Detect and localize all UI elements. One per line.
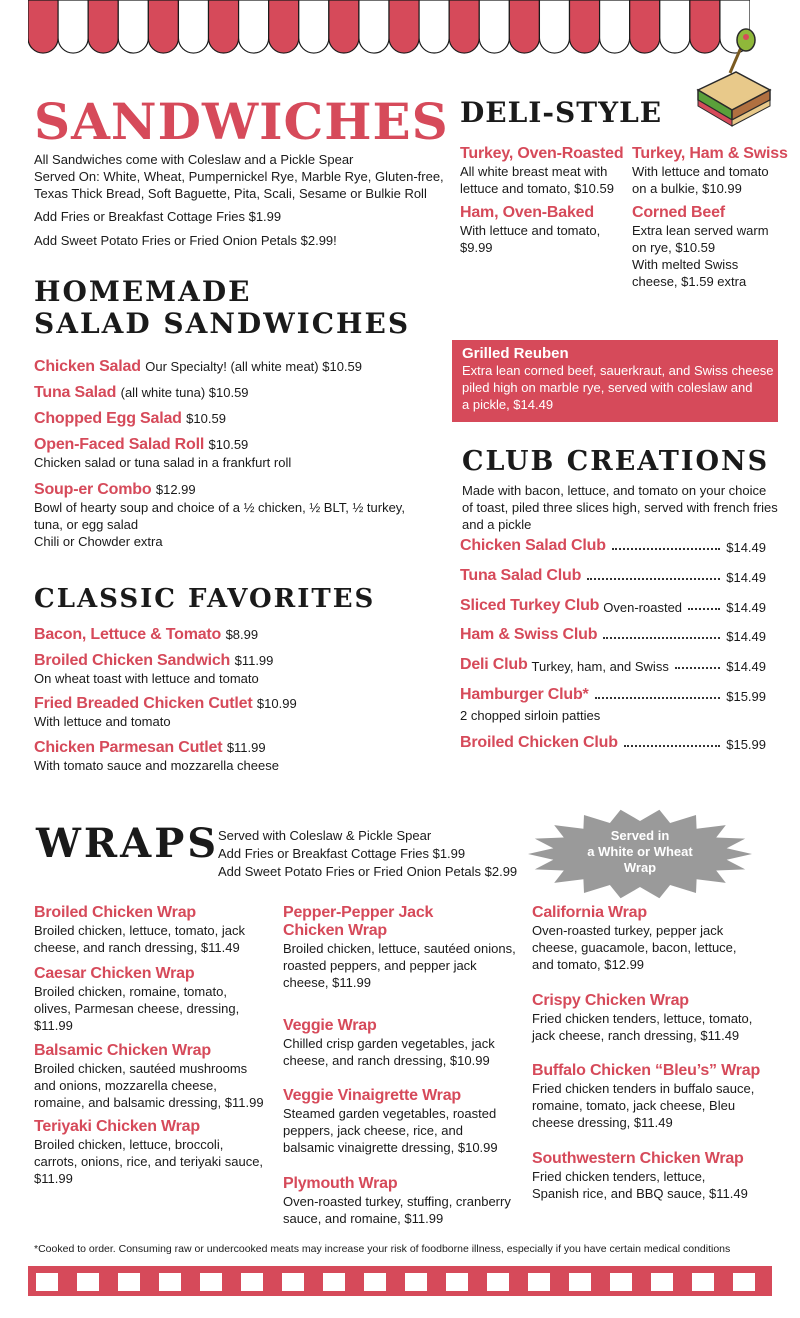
item-name: Southwestern Chicken Wrap — [532, 1150, 744, 1167]
club-item — [460, 656, 766, 674]
item-desc: With lettuce and tomato — [632, 164, 769, 179]
awning-stripe — [239, 0, 269, 53]
awning-stripe — [660, 0, 690, 53]
item-desc: romaine, and balsamic dressing, $11.99 — [34, 1095, 264, 1110]
wraps-info-line: Add Sweet Potato Fries or Fried Onion Petals $2.99 — [218, 864, 518, 879]
item-desc: jack cheese, ranch dressing, $11.49 — [532, 1028, 740, 1043]
intro-line: of toast, piled three slices high, served with french fries — [462, 500, 778, 515]
item-name: Veggie Wrap — [283, 1017, 377, 1034]
awning-square — [200, 1273, 222, 1291]
item-desc: cheese, $1.59 extra — [632, 274, 747, 289]
footer-disclaimer: *Cooked to order. Consuming raw or undercooked meats may increase your risk of foodborne illness, especially if you have certain medical conditions — [34, 1243, 731, 1255]
item-name: Turkey, Ham & Swiss — [632, 145, 788, 162]
intro-line: Served On: White, Wheat, Pumpernickel Rye, Marble Rye, Gluten-free, — [34, 169, 444, 184]
awning-square — [651, 1273, 673, 1291]
awning-square — [282, 1273, 304, 1291]
item-note: Turkey, ham, and Swiss — [531, 659, 669, 674]
item-desc: $9.99 — [460, 240, 493, 255]
item-name: Tuna Salad — [34, 384, 117, 401]
wraps-title: WRAPS — [36, 820, 220, 867]
awning-square — [77, 1273, 99, 1291]
item-name: Bacon, Lettuce & Tomato — [34, 626, 222, 643]
wraps-info — [218, 827, 517, 881]
reuben-desc: piled high on marble rye, served with coleslaw and — [462, 380, 753, 395]
sandwiches-intro — [34, 151, 444, 202]
reuben-name: Grilled Reuben — [462, 345, 569, 362]
classic-item — [34, 652, 273, 687]
item-name: Turkey, Oven-Roasted — [460, 145, 624, 162]
awning-square — [487, 1273, 509, 1291]
item-desc: With lettuce and tomato, — [460, 223, 601, 238]
intro-line: Made with bacon, lettuce, and tomato on your choice — [462, 483, 767, 498]
sandwich-illustration — [690, 28, 780, 128]
item-desc: Our Specialty! (all white meat) $10.59 — [145, 359, 363, 374]
club-item — [460, 537, 766, 555]
salad-title — [34, 276, 410, 340]
awning-stripe — [329, 0, 359, 53]
awning-square — [446, 1273, 468, 1291]
item-price: $15.99 — [726, 737, 766, 752]
club-item-sub: 2 chopped sirloin patties — [460, 708, 601, 723]
awning-stripe — [178, 0, 208, 53]
item-name: Broiled Chicken Club — [460, 734, 618, 751]
awning-stripe — [389, 0, 419, 53]
awning-stripe — [28, 0, 58, 53]
item-name: California Wrap — [532, 904, 647, 921]
item-sub: tuna, or egg salad — [34, 517, 139, 532]
reuben-box — [452, 340, 778, 422]
item-desc: cheese, $11.99 — [283, 975, 371, 990]
reuben-desc: Extra lean corned beef, sauerkraut, and Swiss cheese — [462, 363, 774, 378]
item-desc: Chilled crisp garden vegetables, jack — [283, 1036, 495, 1051]
wrap-item — [532, 1150, 782, 1202]
item-desc: roasted peppers, and pepper jack — [283, 958, 477, 973]
badge-line: Served in — [610, 828, 670, 843]
item-name: Teriyaki Chicken Wrap — [34, 1118, 200, 1135]
item-name: Chicken Wrap — [283, 922, 387, 939]
item-sub: Chili or Chowder extra — [34, 534, 163, 549]
wrap-item — [283, 904, 523, 991]
leader-dots — [603, 637, 720, 639]
item-name: Plymouth Wrap — [283, 1175, 398, 1192]
item-name: Caesar Chicken Wrap — [34, 965, 195, 982]
item-name: Balsamic Chicken Wrap — [34, 1042, 211, 1059]
deli-title: DELI-STYLE — [460, 96, 663, 129]
item-desc: Broiled chicken, sautéed mushrooms — [34, 1061, 248, 1076]
salad-item — [34, 358, 362, 376]
item-price: $11.99 — [226, 740, 266, 755]
leader-dots — [675, 667, 720, 669]
item-desc: balsamic vinaigrette dressing, $10.99 — [283, 1140, 498, 1155]
item-desc: cheese dressing, $11.49 — [532, 1115, 673, 1130]
wraps-info-line: Add Fries or Breakfast Cottage Fries $1.99 — [218, 846, 466, 861]
item-desc: Broiled chicken, romaine, tomato, — [34, 984, 227, 999]
item-name: Deli Club — [460, 656, 528, 673]
awning-square — [610, 1273, 632, 1291]
salad-item — [34, 481, 405, 550]
item-desc: lettuce and tomato, $10.59 — [460, 181, 614, 196]
deli-item — [632, 145, 792, 197]
wrap-item — [283, 1017, 523, 1069]
item-desc: Extra lean served warm — [632, 223, 769, 238]
item-price: $14.49 — [726, 540, 766, 555]
wrap-item — [283, 1175, 523, 1227]
item-desc: olives, Parmesan cheese, dressing, — [34, 1001, 240, 1016]
awning-stripe — [630, 0, 660, 53]
item-name: Hamburger Club* — [460, 686, 589, 703]
item-desc: cheese, and ranch dressing, $10.99 — [283, 1053, 490, 1068]
salad-title-line-1: HOMEMADE — [34, 275, 252, 308]
item-name: Open-Faced Salad Roll — [34, 436, 205, 453]
deli-item — [460, 145, 630, 197]
wrap-item — [34, 965, 274, 1034]
item-desc: Oven-roasted turkey, pepper jack — [532, 923, 724, 938]
item-price: $14.49 — [726, 570, 766, 585]
wrap-item — [34, 904, 274, 956]
awning-square — [323, 1273, 345, 1291]
salad-item — [34, 436, 291, 471]
awning-stripe — [570, 0, 600, 53]
item-desc: carrots, onions, rice, and teriyaki sauce, — [34, 1154, 264, 1169]
item-desc: Broiled chicken, lettuce, sautéed onions, — [283, 941, 516, 956]
item-desc: $12.99 — [155, 482, 196, 497]
item-desc: on a bulkie, $10.99 — [632, 181, 742, 196]
classic-item — [34, 626, 258, 644]
leader-dots — [587, 578, 720, 580]
addon-fries: Add Fries or Breakfast Cottage Fries $1.99 — [34, 209, 282, 224]
awning-square — [241, 1273, 263, 1291]
awning-square — [692, 1273, 714, 1291]
item-desc: All white breast meat with — [460, 164, 608, 179]
item-desc: Spanish rice, and BBQ sauce, $11.49 — [532, 1186, 748, 1201]
wraps-info-line: Served with Coleslaw & Pickle Spear — [218, 828, 432, 843]
item-name: Chicken Salad Club — [460, 537, 606, 554]
item-desc: on rye, $10.59 — [632, 240, 716, 255]
item-desc: Steamed garden vegetables, roasted — [283, 1106, 497, 1121]
item-name: Soup-er Combo — [34, 481, 152, 498]
item-desc: Fried chicken tenders, lettuce, — [532, 1169, 706, 1184]
item-desc: $11.99 — [34, 1171, 73, 1186]
club-item — [460, 626, 766, 644]
item-desc: Broiled chicken, lettuce, broccoli, — [34, 1137, 224, 1152]
club-title: CLUB CREATIONS — [462, 446, 770, 477]
sandwiches-title: SANDWICHES — [34, 92, 449, 151]
item-sub: With tomato sauce and mozzarella cheese — [34, 758, 279, 773]
leader-dots — [688, 608, 720, 610]
awning-stripe — [58, 0, 88, 53]
badge-text — [556, 828, 724, 876]
deli-item — [460, 204, 630, 256]
item-name: Ham & Swiss Club — [460, 626, 598, 643]
item-name: Chicken Parmesan Cutlet — [34, 739, 223, 756]
awning-stripe — [449, 0, 479, 53]
item-desc: and onions, mozzarella cheese, — [34, 1078, 217, 1093]
item-desc: $10.59 — [186, 411, 226, 426]
awning-stripe — [148, 0, 178, 53]
classic-item — [34, 695, 297, 730]
item-name: Ham, Oven-Baked — [460, 204, 594, 221]
wrap-item — [532, 904, 782, 973]
reuben-desc: a pickle, $14.49 — [462, 397, 554, 412]
item-desc: $11.99 — [34, 1018, 73, 1033]
awning-square — [159, 1273, 181, 1291]
awning-square — [36, 1273, 58, 1291]
item-desc: cheese, guacamole, bacon, lettuce, — [532, 940, 737, 955]
leader-dots — [595, 697, 721, 699]
awning-square — [364, 1273, 386, 1291]
awning-stripe — [299, 0, 329, 53]
item-desc: Fried chicken tenders in buffalo sauce, — [532, 1081, 755, 1096]
item-sub: Bowl of hearty soup and choice of a ½ chicken, ½ BLT, ½ turkey, — [34, 500, 405, 515]
item-name: Chopped Egg Salad — [34, 410, 182, 427]
item-name: Tuna Salad Club — [460, 567, 582, 584]
club-intro — [462, 482, 778, 533]
item-sub: On wheat toast with lettuce and tomato — [34, 671, 259, 686]
awning-stripe — [539, 0, 569, 53]
awning-top — [28, 0, 750, 60]
item-name: Pepper-Pepper Jack — [283, 904, 434, 921]
item-name: Broiled Chicken Sandwich — [34, 652, 231, 669]
item-price: $11.99 — [234, 653, 274, 668]
awning-stripe — [509, 0, 539, 53]
item-desc: peppers, jack cheese, rice, and — [283, 1123, 463, 1138]
awning-square — [569, 1273, 591, 1291]
awning-stripe — [419, 0, 449, 53]
item-desc: Oven-roasted turkey, stuffing, cranberry — [283, 1194, 511, 1209]
leader-dots — [612, 548, 720, 550]
club-item — [460, 567, 766, 585]
awning-stripe — [269, 0, 299, 53]
badge-line: Wrap — [623, 860, 657, 875]
awning-square — [733, 1273, 755, 1291]
salad-item — [34, 410, 226, 428]
item-price: $14.49 — [726, 659, 766, 674]
item-price: $14.49 — [726, 629, 766, 644]
awning-square — [118, 1273, 140, 1291]
item-desc: (all white tuna) $10.59 — [120, 385, 249, 400]
awning-stripe — [88, 0, 118, 53]
intro-line: Texas Thick Bread, Soft Baguette, Pita, Scali, Sesame or Bulkie Roll — [34, 186, 427, 201]
item-desc: With melted Swiss — [632, 257, 739, 272]
item-price: $15.99 — [726, 689, 766, 704]
awning-stripe — [600, 0, 630, 53]
item-name: Broiled Chicken Wrap — [34, 904, 196, 921]
badge-line: a White or Wheat — [587, 844, 693, 859]
wrap-item — [532, 1062, 782, 1131]
item-price: $8.99 — [225, 627, 259, 642]
item-desc: Broiled chicken, lettuce, tomato, jack — [34, 923, 245, 938]
addon-sweet-potato: Add Sweet Potato Fries or Fried Onion Petals $2.99! — [34, 233, 337, 248]
item-name: Chicken Salad — [34, 358, 141, 375]
item-sub: With lettuce and tomato — [34, 714, 171, 729]
item-desc: romaine, tomato, jack cheese, Bleu — [532, 1098, 736, 1113]
awning-stripe — [118, 0, 148, 53]
item-desc: cheese, and ranch dressing, $11.49 — [34, 940, 240, 955]
club-item — [460, 686, 766, 704]
awning-stripe — [209, 0, 239, 53]
item-name: Crispy Chicken Wrap — [532, 992, 689, 1009]
item-price: $10.99 — [256, 696, 297, 711]
classic-title: CLASSIC FAVORITES — [34, 584, 376, 614]
club-item — [460, 597, 766, 615]
item-price: $14.49 — [726, 600, 766, 615]
wrap-item — [283, 1087, 523, 1156]
intro-line: All Sandwiches come with Coleslaw and a Pickle Spear — [34, 152, 354, 167]
item-desc: Fried chicken tenders, lettuce, tomato, — [532, 1011, 753, 1026]
item-name: Corned Beef — [632, 204, 725, 221]
item-name: Buffalo Chicken “Bleu’s” Wrap — [532, 1062, 761, 1079]
awning-stripe — [359, 0, 389, 53]
wrap-item — [34, 1042, 284, 1111]
awning-square — [405, 1273, 427, 1291]
awning-square — [528, 1273, 550, 1291]
item-name: Sliced Turkey Club — [460, 597, 600, 614]
deli-item — [632, 204, 792, 290]
leader-dots — [624, 745, 720, 747]
salad-item — [34, 384, 249, 402]
awning-stripe — [479, 0, 509, 53]
wrap-item — [532, 992, 782, 1044]
item-name: Fried Breaded Chicken Cutlet — [34, 695, 253, 712]
club-item — [460, 734, 766, 752]
item-desc: and tomato, $12.99 — [532, 957, 645, 972]
intro-line: and a pickle — [462, 517, 532, 532]
item-note: Oven-roasted — [603, 600, 683, 615]
item-name: Veggie Vinaigrette Wrap — [283, 1087, 461, 1104]
wrap-item — [34, 1118, 284, 1187]
classic-item — [34, 739, 279, 774]
item-desc: $10.59 — [208, 437, 249, 452]
salad-title-line-2: SALAD SANDWICHES — [34, 307, 411, 340]
item-desc: sauce, and romaine, $11.99 — [283, 1211, 444, 1226]
item-sub: Chicken salad or tuna salad in a frankfurt roll — [34, 455, 292, 470]
